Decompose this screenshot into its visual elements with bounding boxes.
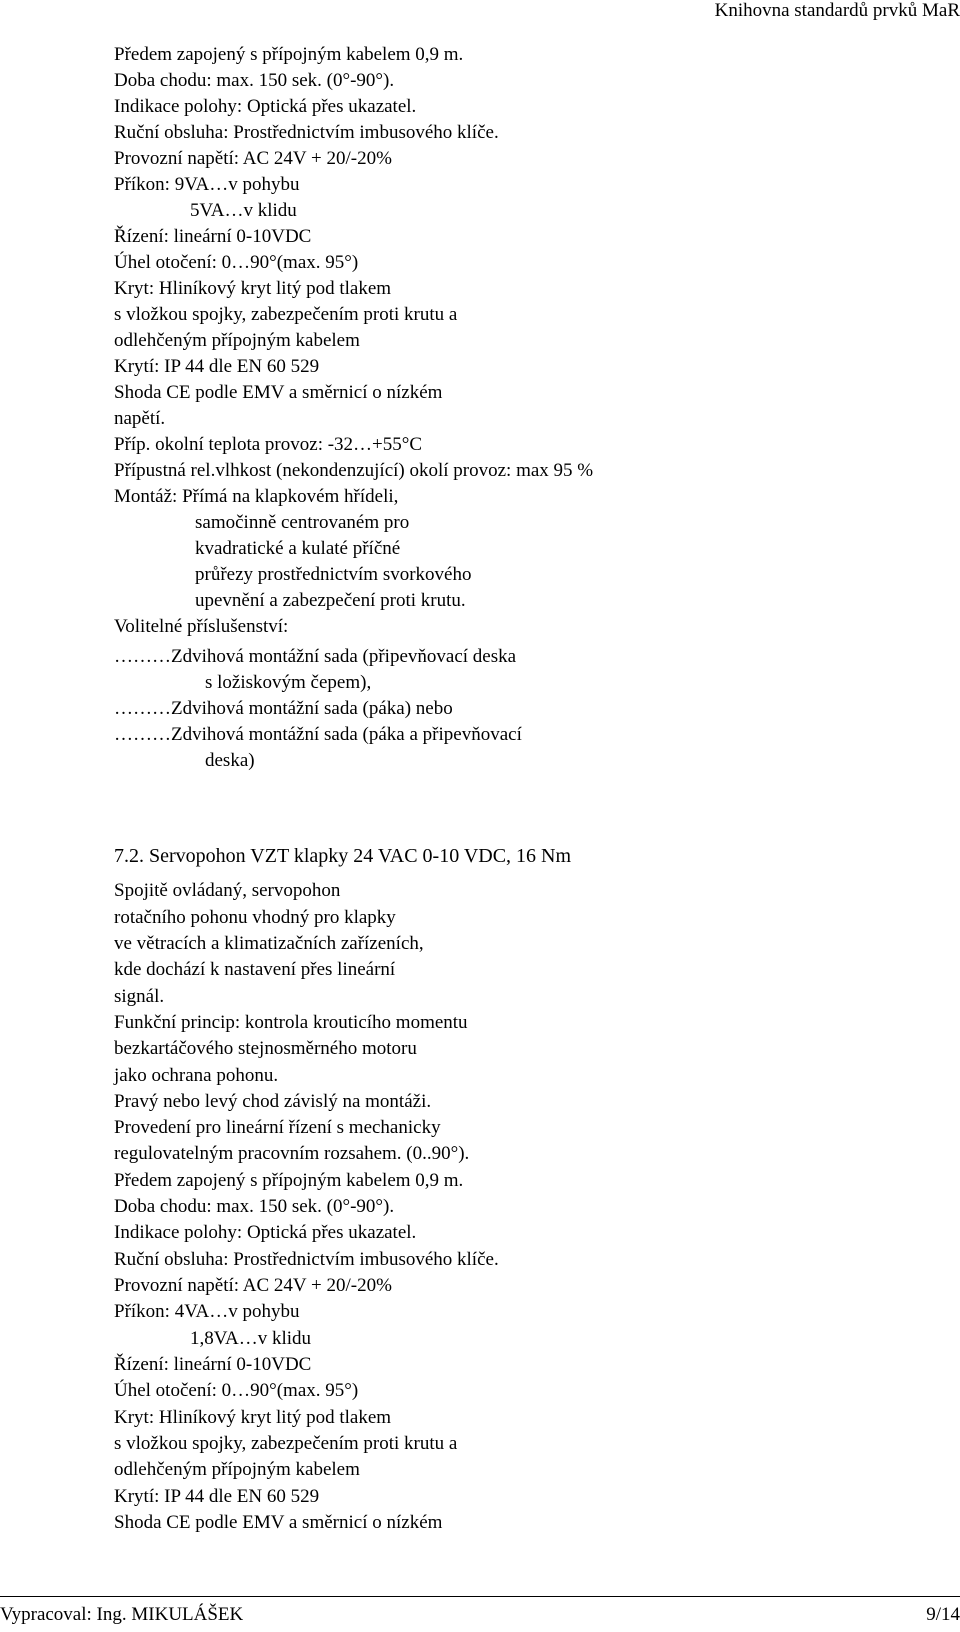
spec-line: Předem zapojený s přípojným kabelem 0,9 m. xyxy=(114,44,464,65)
spec-line: 1,8VA…v klidu xyxy=(190,1328,312,1349)
spec-line: Kryt: Hliníkový kryt litý pod tlakem xyxy=(114,1407,392,1428)
spec-line: Indikace polohy: Optická přes ukazatel. xyxy=(114,96,417,117)
spec-line: Doba chodu: max. 150 sek. (0°-90°). xyxy=(114,1196,395,1217)
spec-line: jako ochrana pohonu. xyxy=(114,1065,279,1086)
spec-line: ve větracích a klimatizačních zařízeních, xyxy=(114,933,424,954)
accessory-line: ………Zdvihová montážní sada (páka) nebo xyxy=(114,698,453,719)
accessory-line: deska) xyxy=(205,750,255,771)
spec-line: Úhel otočení: 0…90°(max. 95°) xyxy=(114,1380,359,1401)
spec-line: Shoda CE podle EMV a směrnicí o nízkém xyxy=(114,382,443,403)
spec-line: Krytí: IP 44 dle EN 60 529 xyxy=(114,356,320,377)
spec-line: napětí. xyxy=(114,408,166,429)
spec-line: s vložkou spojky, zabezpečením proti krutu a xyxy=(114,1433,458,1454)
spec-line: Pravý nebo levý chod závislý na montáži. xyxy=(114,1091,432,1112)
spec-line: s vložkou spojky, zabezpečením proti krutu a xyxy=(114,304,458,325)
spec-line: Spojitě ovládaný, servopohon xyxy=(114,880,341,901)
spec-line: odlehčeným přípojným kabelem xyxy=(114,330,360,351)
spec-line: bezkartáčového stejnosměrného motoru xyxy=(114,1038,417,1059)
page-header: Knihovna standardů prvků MaR xyxy=(714,0,960,21)
spec-line: Ruční obsluha: Prostřednictvím imbusového klíče. xyxy=(114,1249,499,1270)
spec-line: Řízení: lineární 0-10VDC xyxy=(114,1354,312,1375)
spec-line: Předem zapojený s přípojným kabelem 0,9 m. xyxy=(114,1170,464,1191)
spec-line: samočinně centrovaném pro xyxy=(195,512,410,533)
page-number: 9/14 xyxy=(926,1604,960,1625)
spec-line: Úhel otočení: 0…90°(max. 95°) xyxy=(114,252,359,273)
footer-author: Vypracoval: Ing. MIKULÁŠEK xyxy=(0,1604,244,1625)
spec-line: Příkon: 4VA…v pohybu xyxy=(114,1301,300,1322)
spec-line: regulovatelným pracovním rozsahem. (0..90°). xyxy=(114,1143,470,1164)
section-heading: 7.2. Servopohon VZT klapky 24 VAC 0-10 VDC, 16 Nm xyxy=(114,845,572,867)
spec-line: Indikace polohy: Optická přes ukazatel. xyxy=(114,1222,417,1243)
spec-line: Shoda CE podle EMV a směrnicí o nízkém xyxy=(114,1512,443,1533)
spec-line: Ruční obsluha: Prostřednictvím imbusového klíče. xyxy=(114,122,499,143)
spec-line: průřezy prostřednictvím svorkového xyxy=(195,564,472,585)
spec-line: Přípustná rel.vlhkost (nekondenzující) okolí provoz: max 95 % xyxy=(114,460,594,481)
spec-line: odlehčeným přípojným kabelem xyxy=(114,1459,360,1480)
spec-line: Provozní napětí: AC 24V + 20/-20% xyxy=(114,148,392,169)
spec-line: kvadratické a kulaté příčné xyxy=(195,538,401,559)
spec-line: Řízení: lineární 0-10VDC xyxy=(114,226,312,247)
spec-line: Provozní napětí: AC 24V + 20/-20% xyxy=(114,1275,392,1296)
spec-line: Funkční princip: kontrola krouticího momentu xyxy=(114,1012,468,1033)
accessory-line: ………Zdvihová montážní sada (páka a připevňovací xyxy=(114,724,522,745)
spec-line: 5VA…v klidu xyxy=(190,200,297,221)
spec-line: Volitelné příslušenství: xyxy=(114,616,289,637)
accessory-line: ………Zdvihová montážní sada (připevňovací deska xyxy=(114,646,517,667)
spec-line: rotačního pohonu vhodný pro klapky xyxy=(114,907,396,928)
spec-line: Příkon: 9VA…v pohybu xyxy=(114,174,300,195)
spec-line: Doba chodu: max. 150 sek. (0°-90°). xyxy=(114,70,395,91)
spec-line: Příp. okolní teplota provoz: -32…+55°C xyxy=(114,434,423,455)
spec-line: upevnění a zabezpečení proti krutu. xyxy=(195,590,466,611)
accessory-line: s ložiskovým čepem), xyxy=(205,672,372,693)
page-footer xyxy=(0,1596,960,1632)
spec-line: Krytí: IP 44 dle EN 60 529 xyxy=(114,1486,320,1507)
spec-line: Montáž: Přímá na klapkovém hřídeli, xyxy=(114,486,399,507)
spec-line: signál. xyxy=(114,986,165,1007)
spec-line: kde dochází k nastavení přes lineární xyxy=(114,959,396,980)
spec-line: Provedení pro lineární řízení s mechanicky xyxy=(114,1117,441,1138)
spec-line: Kryt: Hliníkový kryt litý pod tlakem xyxy=(114,278,392,299)
